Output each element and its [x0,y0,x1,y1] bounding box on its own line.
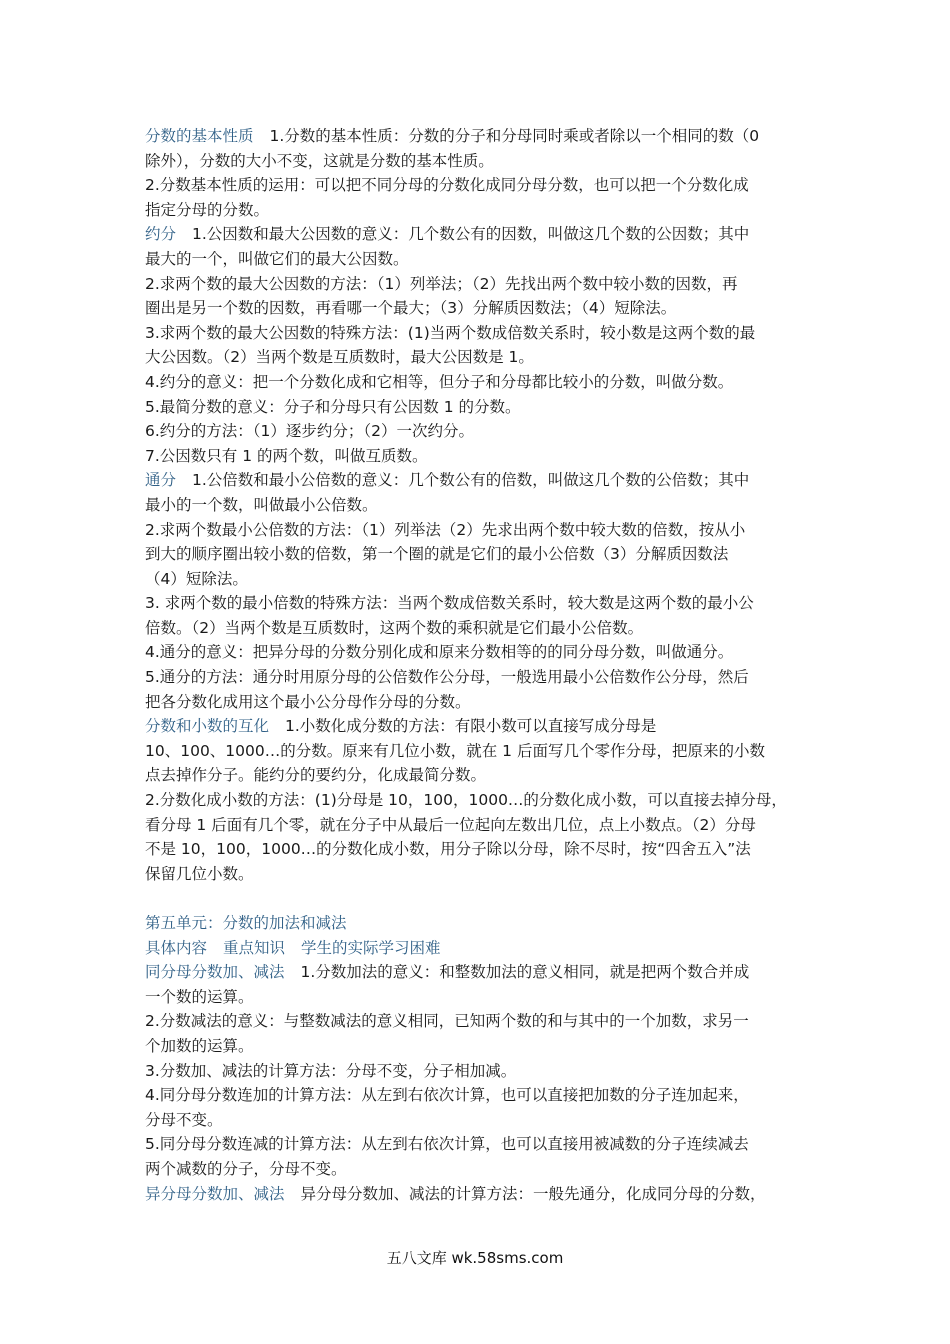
text-line [145,985,815,1010]
body-text: 10、100、1000…的分数。原来有几位小数，就在 1 后面写几个零作分母，把原来的小数 [145,741,765,760]
text-line [145,1108,815,1133]
body-text: 7.公因数只有 1 的两个数，叫做互质数。 [145,446,428,465]
body-text: 两个减数的分子，分母不变。 [145,1159,347,1178]
section-heading: 通分 [145,471,177,490]
body-text: 6.约分的方法：（1）逐步约分；（2）一次约分。 [145,422,475,441]
body-text: 1.分数的基本性质：分数的分子和分母同时乘或者除以一个相同的数（0 [269,127,760,145]
text-line [145,911,815,936]
document-body [145,124,815,1206]
text-line [145,173,815,198]
section-heading: 约分 [145,225,177,244]
text-line [145,395,815,420]
text-line [145,567,815,592]
text-line [145,616,815,641]
text-line [145,1157,815,1182]
text-line [145,1182,815,1207]
text-line [145,345,815,370]
text-line [145,640,815,665]
body-text: 4.同分母分数连加的计算方法：从左到右依次计算，也可以直接把加数的分子连加起来， [145,1086,749,1105]
body-text: 圈出是另一个数的因数，再看哪一个最大；（3）分解质因数法；（4）短除法。 [145,299,677,318]
body-text: 1.公倍数和最小公倍数的意义：几个数公有的倍数，叫做这几个数的公倍数；其中 [192,471,750,490]
footer-watermark: 五八文库 wk.58sms.com [386,1249,564,1267]
text-line [145,1083,815,1108]
text-line [145,1034,815,1059]
text-line [145,739,815,764]
body-text: （4）短除法。 [145,569,248,588]
text-line [145,862,815,887]
text-line [145,419,815,444]
body-text: 1.分数加法的意义：和整数加法的意义相同，就是把两个数合并成 [300,963,750,982]
body-text: 看分母 1 后面有几个零，就在分子中从最后一位起向左数出几位，点上小数点。（2）分母 [145,815,756,834]
body-text: 2.求两个数的最大公因数的方法：（1）列举法；（2）先找出两个数中较小数的因数，再 [145,274,738,293]
text-line [145,837,815,862]
body-text: 除外），分数的大小不变，这就是分数的基本性质。 [145,151,494,170]
body-text: 点去掉作分子。能约分的要约分，化成最简分数。 [145,766,487,785]
body-text: 异分母分数加、减法的计算方法：一般先通分，化成同分母的分数， [300,1184,766,1203]
text-line [145,468,815,493]
text-line [145,296,815,321]
body-text: 4.约分的意义：把一个分数化成和它相等，但分子和分母都比较小的分数，叫做分数。 [145,372,734,391]
section-heading: 具体内容 [145,938,208,957]
text-line [145,788,815,813]
section-heading: 重点知识 [223,938,286,957]
text-line [145,886,815,911]
body-text: 2.分数减法的意义：与整数减法的意义相同，已知两个数的和与其中的一个加数，求另一 [145,1012,749,1031]
body-text: 5.最简分数的意义：分子和分母只有公因数 1 的分数。 [145,397,521,416]
body-text: 指定分母的分数。 [145,200,270,219]
text-line [145,1009,815,1034]
text-line [145,591,815,616]
section-heading: 同分母分数加、减法 [145,963,285,982]
body-text: 3.求两个数的最大公因数的特殊方法：(1)当两个数成倍数关系时，较小数是这两个数的最 [145,323,756,342]
text-line [145,960,815,985]
body-text: 大公因数。（2）当两个数是互质数时，最大公因数是 1。 [145,348,534,367]
text-line [145,247,815,272]
text-line [145,124,815,149]
body-text: 3. 求两个数的最小倍数的特殊方法：当两个数成倍数关系时，较大数是这两个数的最小公 [145,594,754,613]
text-line [145,690,815,715]
body-text: 到大的顺序圈出较小数的倍数，第一个圈的就是它们的最小公倍数（3）分解质因数法 [145,545,729,564]
body-text: 最小的一个数，叫做最小公倍数。 [145,495,378,514]
body-text: 不是 10，100，1000…的分数化成小数，用分子除以分母，除不尽时，按“四舍五入”法 [145,840,751,859]
text-line [145,149,815,174]
body-text: 保留几位小数。 [145,864,254,883]
section-heading: 第五单元：分数的加法和减法 [145,914,347,932]
body-text: 1.小数化成分数的方法：有限小数可以直接写成分母是 [285,717,657,736]
text-line [145,444,815,469]
body-text: 5.同分母分数连减的计算方法：从左到右依次计算，也可以直接用被减数的分子连续减去 [145,1135,749,1154]
body-text: 2.分数基本性质的运用：可以把不同分母的分数化成同分母分数，也可以把一个分数化成 [145,176,749,195]
body-text: 2.求两个数最小公倍数的方法：（1）列举法（2）先求出两个数中较大数的倍数，按从小 [145,520,746,539]
body-text: 分母不变。 [145,1110,223,1129]
section-heading: 学生的实际学习困难 [301,938,441,957]
body-text: 4.通分的意义：把异分母的分数分别化成和原来分数相等的的同分母分数，叫做通分。 [145,643,734,662]
body-text: 1.公因数和最大公因数的意义：几个数公有的因数，叫做这几个数的公因数；其中 [192,225,750,244]
text-line [145,1059,815,1084]
text-line [145,222,815,247]
text-line [145,813,815,838]
text-line [145,763,815,788]
text-line [145,198,815,223]
text-line [145,370,815,395]
text-line [145,321,815,346]
text-line [145,493,815,518]
body-text: 把各分数化成用这个最小公分母作分母的分数。 [145,692,471,711]
body-text: 最大的一个，叫做它们的最大公因数。 [145,249,409,268]
text-line [145,1132,815,1157]
body-text: 2.分数化成小数的方法：(1)分母是 10，100，1000…的分数化成小数，可以直接去掉分母， [145,791,787,810]
text-line [145,272,815,297]
text-line [145,518,815,543]
body-text: 5.通分的方法：通分时用原分母的公倍数作公分母，一般选用最小公倍数作公分母，然后 [145,668,749,687]
body-text: 个加数的运算。 [145,1036,254,1055]
text-line [145,936,815,961]
body-text: 一个数的运算。 [145,987,254,1006]
section-heading: 异分母分数加、减法 [145,1184,285,1203]
section-heading: 分数和小数的互化 [145,717,270,736]
section-heading: 分数的基本性质 [145,127,254,145]
body-text: 倍数。（2）当两个数是互质数时，这两个数的乘积就是它们最小公倍数。 [145,618,644,637]
text-line [145,714,815,739]
text-line [145,542,815,567]
text-line [145,665,815,690]
body-text: 3.分数加、减法的计算方法：分母不变，分子相加减。 [145,1061,517,1080]
